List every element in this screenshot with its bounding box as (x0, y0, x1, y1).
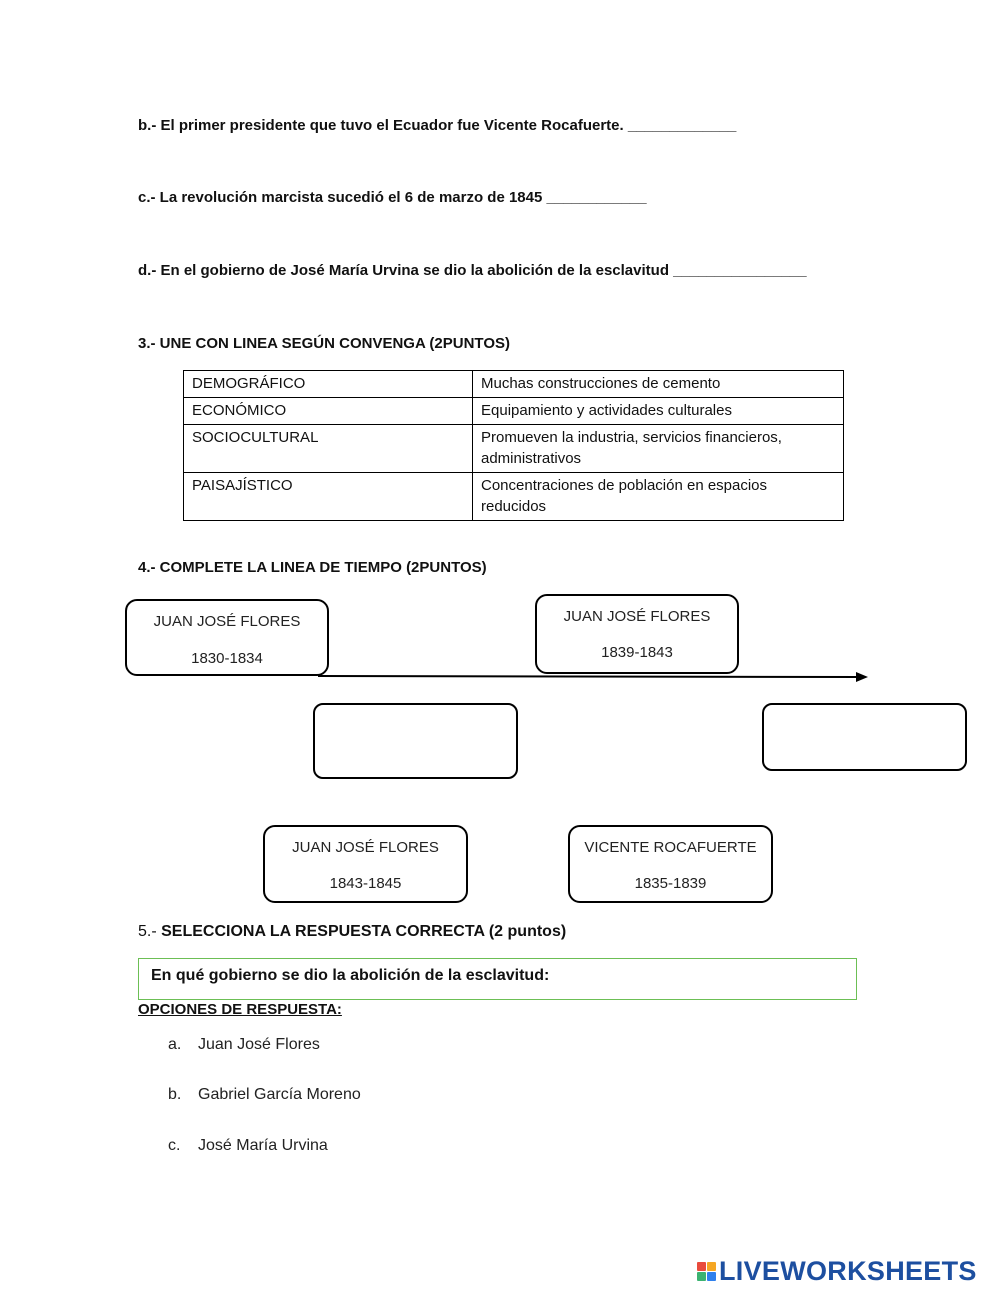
logo-square (707, 1262, 716, 1271)
option-text: José María Urvina (198, 1137, 328, 1154)
match-left-cell[interactable]: PAISAJÍSTICO (184, 473, 473, 521)
logo-square (697, 1262, 706, 1271)
option-name: VICENTE ROCAFUERTE (584, 839, 757, 856)
option-text: Gabriel García Moreno (198, 1086, 361, 1103)
logo-icon (697, 1262, 716, 1281)
option-letter: a. (168, 1036, 182, 1053)
match-left-cell[interactable]: SOCIOCULTURAL (184, 425, 473, 473)
option-years: 1843-1845 (329, 875, 402, 892)
drop-zone-2[interactable] (762, 703, 967, 771)
drop-zone-1[interactable] (313, 703, 518, 779)
logo-text: LIVEWORKSHEETS (719, 1256, 977, 1286)
section5-title (138, 923, 566, 941)
match-right-cell[interactable]: Promueven la industria, servicios financieros, administrativos (473, 425, 844, 473)
option-letter: c. (168, 1137, 181, 1154)
liveworksheets-logo (697, 1256, 977, 1287)
section4-title: 4.- COMPLETE LA LINEA DE TIEMPO (2PUNTOS) (138, 559, 487, 576)
statement-c: c.- La revolución marcista sucedió el 6 de marzo de 1845 ____________ (138, 189, 647, 206)
answer-option-a[interactable] (168, 1036, 320, 1054)
options-header: OPCIONES DE RESPUESTA: (138, 1001, 342, 1018)
draggable-option-1[interactable] (263, 825, 468, 903)
match-right-cell[interactable]: Equipamiento y actividades culturales (473, 398, 844, 425)
answer-option-b[interactable] (168, 1086, 361, 1104)
match-left-cell[interactable]: DEMOGRÁFICO (184, 371, 473, 398)
match-right-cell[interactable]: Concentraciones de población en espacios reducidos (473, 473, 844, 521)
draggable-option-2[interactable] (568, 825, 773, 903)
question-box: En qué gobierno se dio la abolición de la esclavitud: (138, 958, 857, 1000)
match-left-cell[interactable]: ECONÓMICO (184, 398, 473, 425)
timeline-box-years: 1830-1834 (191, 650, 263, 667)
match-right-cell[interactable]: Muchas construcciones de cemento (473, 371, 844, 398)
section5-number: 5.- (138, 923, 157, 940)
timeline-box-years: 1839-1843 (601, 644, 673, 661)
timeline-box-1 (125, 599, 329, 676)
logo-square (697, 1272, 706, 1281)
option-years: 1835-1839 (634, 875, 707, 892)
option-letter: b. (168, 1086, 182, 1103)
statement-d: d.- En el gobierno de José María Urvina se dio la abolición de la esclavitud ________________ (138, 262, 807, 279)
section3-title: 3.- UNE CON LINEA SEGÚN CONVENGA (2PUNTOS) (138, 335, 510, 352)
timeline-box-2 (535, 594, 739, 674)
timeline-box-name: JUAN JOSÉ FLORES (153, 613, 301, 630)
option-text: Juan José Flores (198, 1036, 320, 1053)
statement-b: b.- El primer presidente que tuvo el Ecuador fue Vicente Rocafuerte. _____________ (138, 117, 737, 134)
logo-square (707, 1272, 716, 1281)
section5-heading: SELECCIONA LA RESPUESTA CORRECTA (2 puntos) (161, 923, 567, 940)
timeline-box-name: JUAN JOSÉ FLORES (563, 608, 711, 625)
answer-option-c[interactable] (168, 1137, 328, 1155)
option-name: JUAN JOSÉ FLORES (292, 839, 439, 856)
